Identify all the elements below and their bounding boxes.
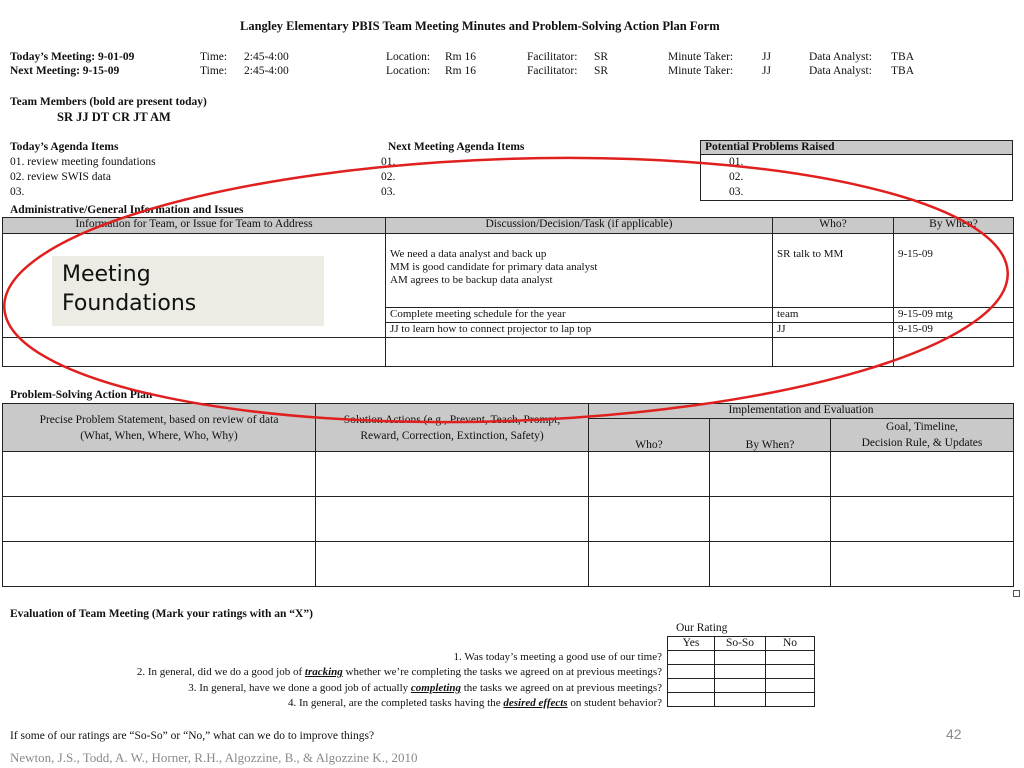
resize-handle[interactable] [1013,590,1020,597]
today-agenda-item: 03. [10,186,25,198]
rating-cell[interactable] [766,693,815,707]
today-agenda-item: 01. review meeting foundations [10,156,156,168]
plan-cell [589,452,710,497]
today-analyst: TBA [891,51,914,63]
citation: Newton, J.S., Todd, A. W., Horner, R.H., Algozzine, B., & Algozzine K., 2010 [10,750,418,765]
our-rating-label: Our Rating [676,622,728,634]
next-location: Rm 16 [445,65,476,77]
plan-cell [3,452,316,497]
meeting-foundations-callout [52,256,324,326]
admin-empty-cell [3,338,386,367]
today-location-label: Location: [386,51,431,63]
today-minute-taker-label: Minute Taker: [668,51,734,63]
admin-empty-cell [386,338,773,367]
next-time: 2:45-4:00 [244,65,289,77]
admin-when-cell: 9-15-09 [894,323,1014,338]
admin-who-cell: SR talk to MM [773,234,894,308]
potential-problems-heading: Potential Problems Raised [701,141,1013,155]
admin-col-info: Information for Team, or Issue for Team to Address [3,218,386,234]
admin-col-who: Who? [773,218,894,234]
potential-problems-table [700,140,1013,201]
plan-table [2,403,1014,587]
plan-col-goal [831,419,1014,452]
rating-cell[interactable] [715,665,766,679]
plan-cell [831,542,1014,587]
rating-cell[interactable] [668,679,715,693]
plan-col-goal-line: Decision Rule, & Updates [861,437,983,449]
admin-empty-cell [773,338,894,367]
admin-when-cell: 9-15-09 mtg [894,308,1014,323]
next-minute-taker-label: Minute Taker: [668,65,734,77]
question-text: 3. In general, have we done a good job of actually [188,682,411,694]
rating-cell[interactable] [715,693,766,707]
rating-table [667,636,815,707]
plan-cell [316,542,589,587]
next-agenda-item: 02. [381,171,396,183]
today-minute-taker: JJ [762,51,771,63]
admin-who-cell: team [773,308,894,323]
question-emphasis: tracking [304,666,343,678]
rating-cell[interactable] [668,651,715,665]
today-analyst-label: Data Analyst: [809,51,872,63]
evaluation-question-3 [188,682,662,694]
question-text: the tasks we agreed on at previous meetings? [461,682,662,694]
evaluation-question-4 [288,697,662,709]
plan-cell [316,452,589,497]
today-time: 2:45-4:00 [244,51,289,63]
next-facilitator-label: Facilitator: [527,65,578,77]
admin-heading: Administrative/General Information and Issues [10,204,244,216]
next-time-label: Time: [200,65,228,77]
improve-question: If some of our ratings are “So-So” or “No,” what can we do to improve things? [10,730,375,742]
problem-item: 02. [729,171,744,183]
next-facilitator: SR [594,65,609,77]
plan-cell [710,452,831,497]
plan-col-problem-line: Precise Problem Statement, based on review of data [39,413,279,426]
rating-cell[interactable] [668,665,715,679]
today-agenda-heading: Today’s Agenda Items [10,141,119,153]
admin-when-cell: 9-15-09 [894,234,1014,308]
admin-who-cell: JJ [773,323,894,338]
today-facilitator: SR [594,51,609,63]
plan-heading: Problem-Solving Action Plan [10,389,153,401]
question-text: 2. In general, did we do a good job of [136,666,305,678]
admin-discussion-cell: Complete meeting schedule for the year [386,308,773,323]
plan-col-when: By When? [710,419,831,452]
rating-col-soso: So-So [715,637,766,651]
plan-cell [316,497,589,542]
rating-cell[interactable] [766,651,815,665]
rating-cell[interactable] [715,679,766,693]
discussion-line: MM is good candidate for primary data analyst [390,261,598,273]
plan-impl-heading: Implementation and Evaluation [589,404,1014,419]
question-emphasis: completing [410,682,461,694]
plan-cell [831,497,1014,542]
question-emphasis: desired effects [503,697,568,709]
discussion-line: AM agrees to be backup data analyst [390,274,553,286]
next-agenda-item: 03. [381,186,396,198]
admin-empty-cell [894,338,1014,367]
rating-cell[interactable] [668,693,715,707]
admin-discussion-cell: JJ to learn how to connect projector to lap top [386,323,773,338]
plan-col-solution [316,404,589,452]
callout-line: Meeting [62,262,151,287]
plan-cell [831,452,1014,497]
question-text: on student behavior? [567,697,662,709]
rating-cell[interactable] [766,665,815,679]
next-agenda-heading: Next Meeting Agenda Items [388,141,525,153]
next-minute-taker: JJ [762,65,771,77]
plan-col-problem [3,404,316,452]
next-agenda-item: 01. [381,156,396,168]
plan-cell [710,542,831,587]
next-analyst-label: Data Analyst: [809,65,872,77]
plan-cell [589,497,710,542]
plan-cell [710,497,831,542]
admin-col-discussion: Discussion/Decision/Task (if applicable) [386,218,773,234]
next-location-label: Location: [386,65,431,77]
page-number: 42 [946,726,962,742]
discussion-line: We need a data analyst and back up [390,248,547,260]
today-agenda-item: 02. review SWIS data [10,171,111,183]
plan-cell [3,497,316,542]
plan-cell [589,542,710,587]
callout-line: Foundations [62,291,197,316]
evaluation-question-2 [137,666,662,678]
form-title: Langley Elementary PBIS Team Meeting Minutes and Problem-Solving Action Plan Form [240,19,720,33]
team-members-list: SR JJ DT CR JT AM [57,110,171,124]
question-text: whether we’re completing the tasks we agreed on at previous meetings? [342,666,662,678]
evaluation-heading: Evaluation of Team Meeting (Mark your ratings with an “X”) [10,608,313,620]
next-analyst: TBA [891,65,914,77]
evaluation-question-1: 1. Was today’s meeting a good use of our time? [453,651,662,663]
admin-col-when: By When? [894,218,1014,234]
plan-col-who: Who? [589,419,710,452]
plan-col-problem-line: (What, When, Where, Who, Why) [80,429,238,442]
today-meeting-label: Today’s Meeting: 9-01-09 [10,51,135,63]
problem-item: 03. [729,186,744,198]
today-facilitator-label: Facilitator: [527,51,578,63]
plan-col-solution-line: Reward, Correction, Extinction, Safety) [360,429,544,442]
rating-col-yes: Yes [668,637,715,651]
next-meeting-label: Next Meeting: 9-15-09 [10,65,120,77]
rating-cell[interactable] [766,679,815,693]
plan-col-goal-line: Goal, Timeline, [886,421,958,433]
potential-problems-list [701,155,1013,201]
problem-item: 01. [729,156,744,168]
rating-cell[interactable] [715,651,766,665]
question-text: 4. In general, are the completed tasks having the [288,697,504,709]
admin-discussion-cell [386,234,773,308]
plan-col-solution-line: Solution Actions (e.g., Prevent, Teach, Prompt, [343,413,561,426]
today-location: Rm 16 [445,51,476,63]
plan-cell [3,542,316,587]
team-members-heading: Team Members (bold are present today) [10,96,207,108]
today-time-label: Time: [200,51,228,63]
rating-col-no: No [766,637,815,651]
